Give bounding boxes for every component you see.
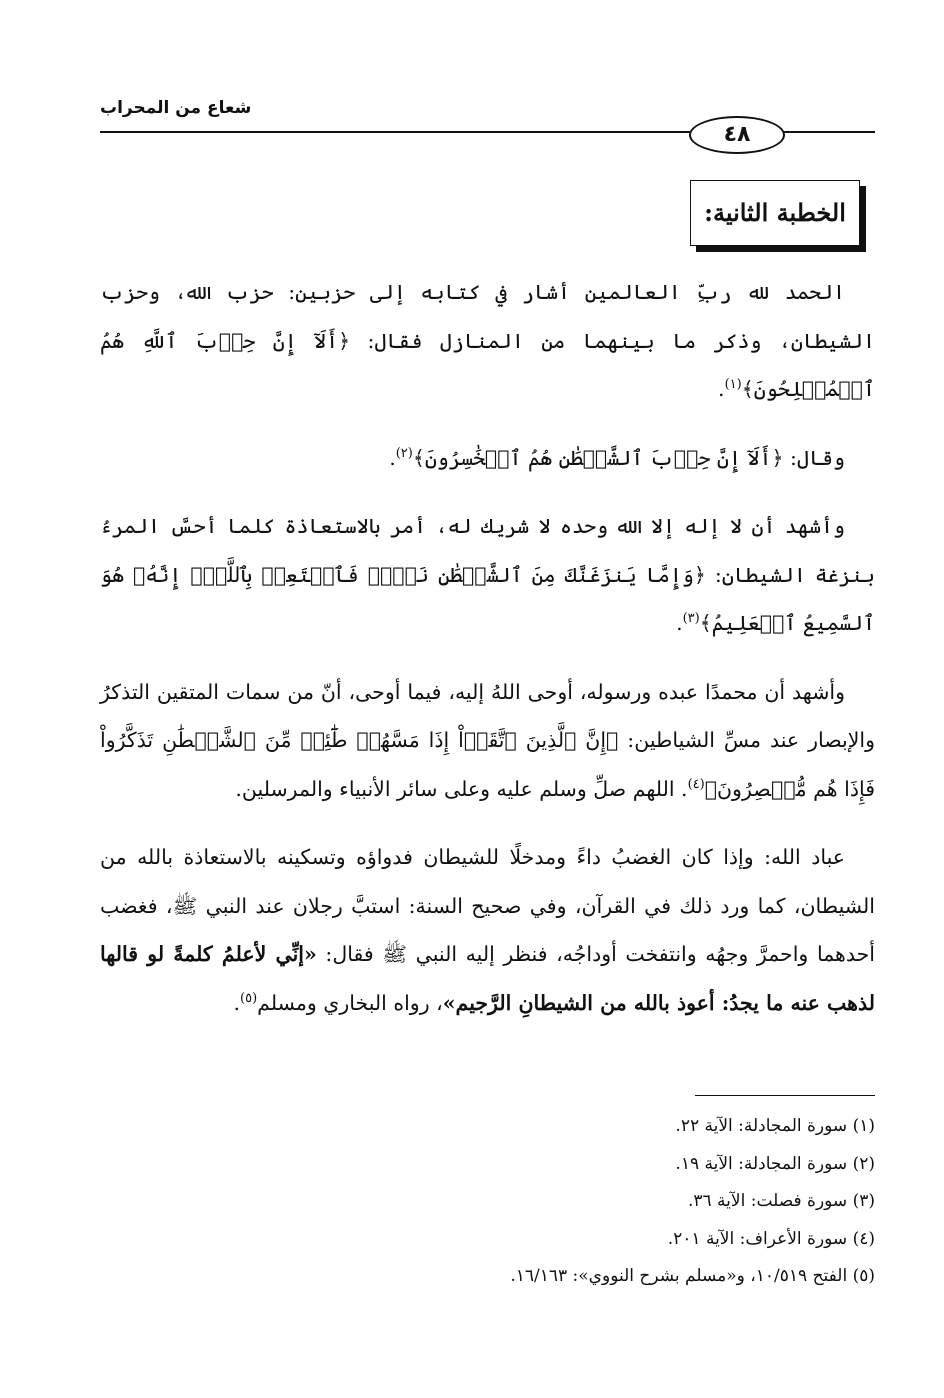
paragraph bbox=[100, 668, 875, 814]
paragraph bbox=[100, 268, 875, 414]
paragraph bbox=[100, 434, 875, 483]
quran-verse: ﴿أَلَآ إِنَّ حِزۡبَ ٱلشَّيۡطَٰنِ هُمُ ٱلۡخَٰسِرُونَ﴾ bbox=[412, 445, 784, 470]
paragraph bbox=[100, 833, 875, 1027]
footnote-ref: (٢) bbox=[395, 445, 413, 461]
paragraph-text: عباد الله: وإذا كان الغضبُ داءً ومدخلًا للشيطان فدواؤه وتسكينه بالاستعاذة بالله من الشيطان، كما ورد ذلك في القرآن، وفي صحيح السنة: استبَّ رجلان عند النبي ﷺ، فغضب أحدهما واحمرَّ وجهُه وانتفخت أوداجُه، فنظر إليه النبي ﷺ فقال: bbox=[100, 845, 875, 966]
hadith-quote: «إنِّي لأعلمُ كلمةً لو قالها لذهب عنه ما يجدُ: أعوذ بالله من الشيطانِ الرَّجيم» bbox=[100, 942, 875, 1015]
paragraph-text: . اللهم صلِّ وسلم عليه وعلى سائر الأنبياء والمرسلين. bbox=[235, 776, 688, 801]
sermon-body bbox=[100, 268, 875, 1047]
footnote-1: (١) سورة المجادلة: الآية ٢٢. bbox=[675, 1116, 875, 1136]
footnote-2: (٢) سورة المجادلة: الآية ١٩. bbox=[675, 1153, 875, 1174]
paragraph-text: وقال: bbox=[783, 445, 845, 470]
section-title: الخطبة الثانية: bbox=[704, 198, 846, 227]
footnote-ref: (١) bbox=[724, 377, 742, 393]
footnote-rule bbox=[695, 1095, 875, 1096]
quran-verse: ﴿أَلَآ إِنَّ حِزۡبَ ٱللَّهِ هُمُ ٱلۡمُفۡلِحُونَ﴾ bbox=[100, 328, 875, 401]
running-title: شعاع من المحراب bbox=[100, 98, 252, 118]
paragraph-text: ، رواه البخاري ومسلم bbox=[257, 990, 443, 1015]
paragraph-text: وأشهد أن محمدًا عبده ورسوله، أوحى اللهُ إليه، فيما أوحى، أنّ من سمات المتقين التذكرُ والإبصار عند مسِّ الشياطين: bbox=[100, 679, 876, 752]
paragraph-text: . bbox=[389, 445, 396, 470]
footnote-4: (٤) سورة الأعراف: الآية ٢٠١. bbox=[667, 1228, 875, 1249]
paragraph-text: . bbox=[676, 611, 683, 635]
footnote-3: (٣) سورة فصلت: الآية ٣٦. bbox=[687, 1191, 875, 1211]
footnote-ref: (٥) bbox=[240, 990, 258, 1006]
footnotes bbox=[100, 1108, 875, 1296]
paragraph-text: . bbox=[718, 377, 725, 401]
page-number: ٤٨ bbox=[689, 116, 785, 154]
section-title-box bbox=[690, 180, 860, 246]
quran-verse: ﴿إِنَّ ٱلَّذِينَ ٱتَّقَوۡاْ إِذَا مَسَّهُمۡ طَٰٓئِفٞ مِّنَ ٱلشَّيۡطَٰنِ تَذَكَّرُواْ فَإِذَا هُم مُّبۡصِرُونَ﴾ bbox=[100, 728, 875, 801]
paragraph-text: وأشهد أن لا إله إلا الله وحده لا شريك له، أمر بالاستعاذة كلما أحسَّ المرءُ بنزغة الشيطان: bbox=[100, 514, 875, 587]
quran-verse: ﴿وَإِمَّا يَنزَغَنَّكَ مِنَ ٱلشَّيۡطَٰنِ نَزۡغٞ فَٱسۡتَعِذۡ بِٱللَّهِۖ إِنَّهُۥ هُوَ ٱلسَّمِيعُ ٱلۡعَلِيمُ﴾ bbox=[100, 562, 875, 635]
footnote-ref: (٤) bbox=[687, 776, 705, 792]
paragraph-text: . bbox=[233, 990, 241, 1015]
footnote-ref: (٣) bbox=[682, 611, 700, 627]
paragraph-text: الحمد لله ربِّ العالمين أشار في كتابه إلى حزبين: حزب الله، وحزب الشيطان، وذكر ما بينهما من المنازل فقال: bbox=[100, 280, 875, 353]
footnote-5: (٥) الفتح ١٠/٥١٩، و«مسلم بشرح النووي»: ١٦/١٦٣. bbox=[510, 1266, 875, 1286]
paragraph bbox=[100, 502, 875, 648]
